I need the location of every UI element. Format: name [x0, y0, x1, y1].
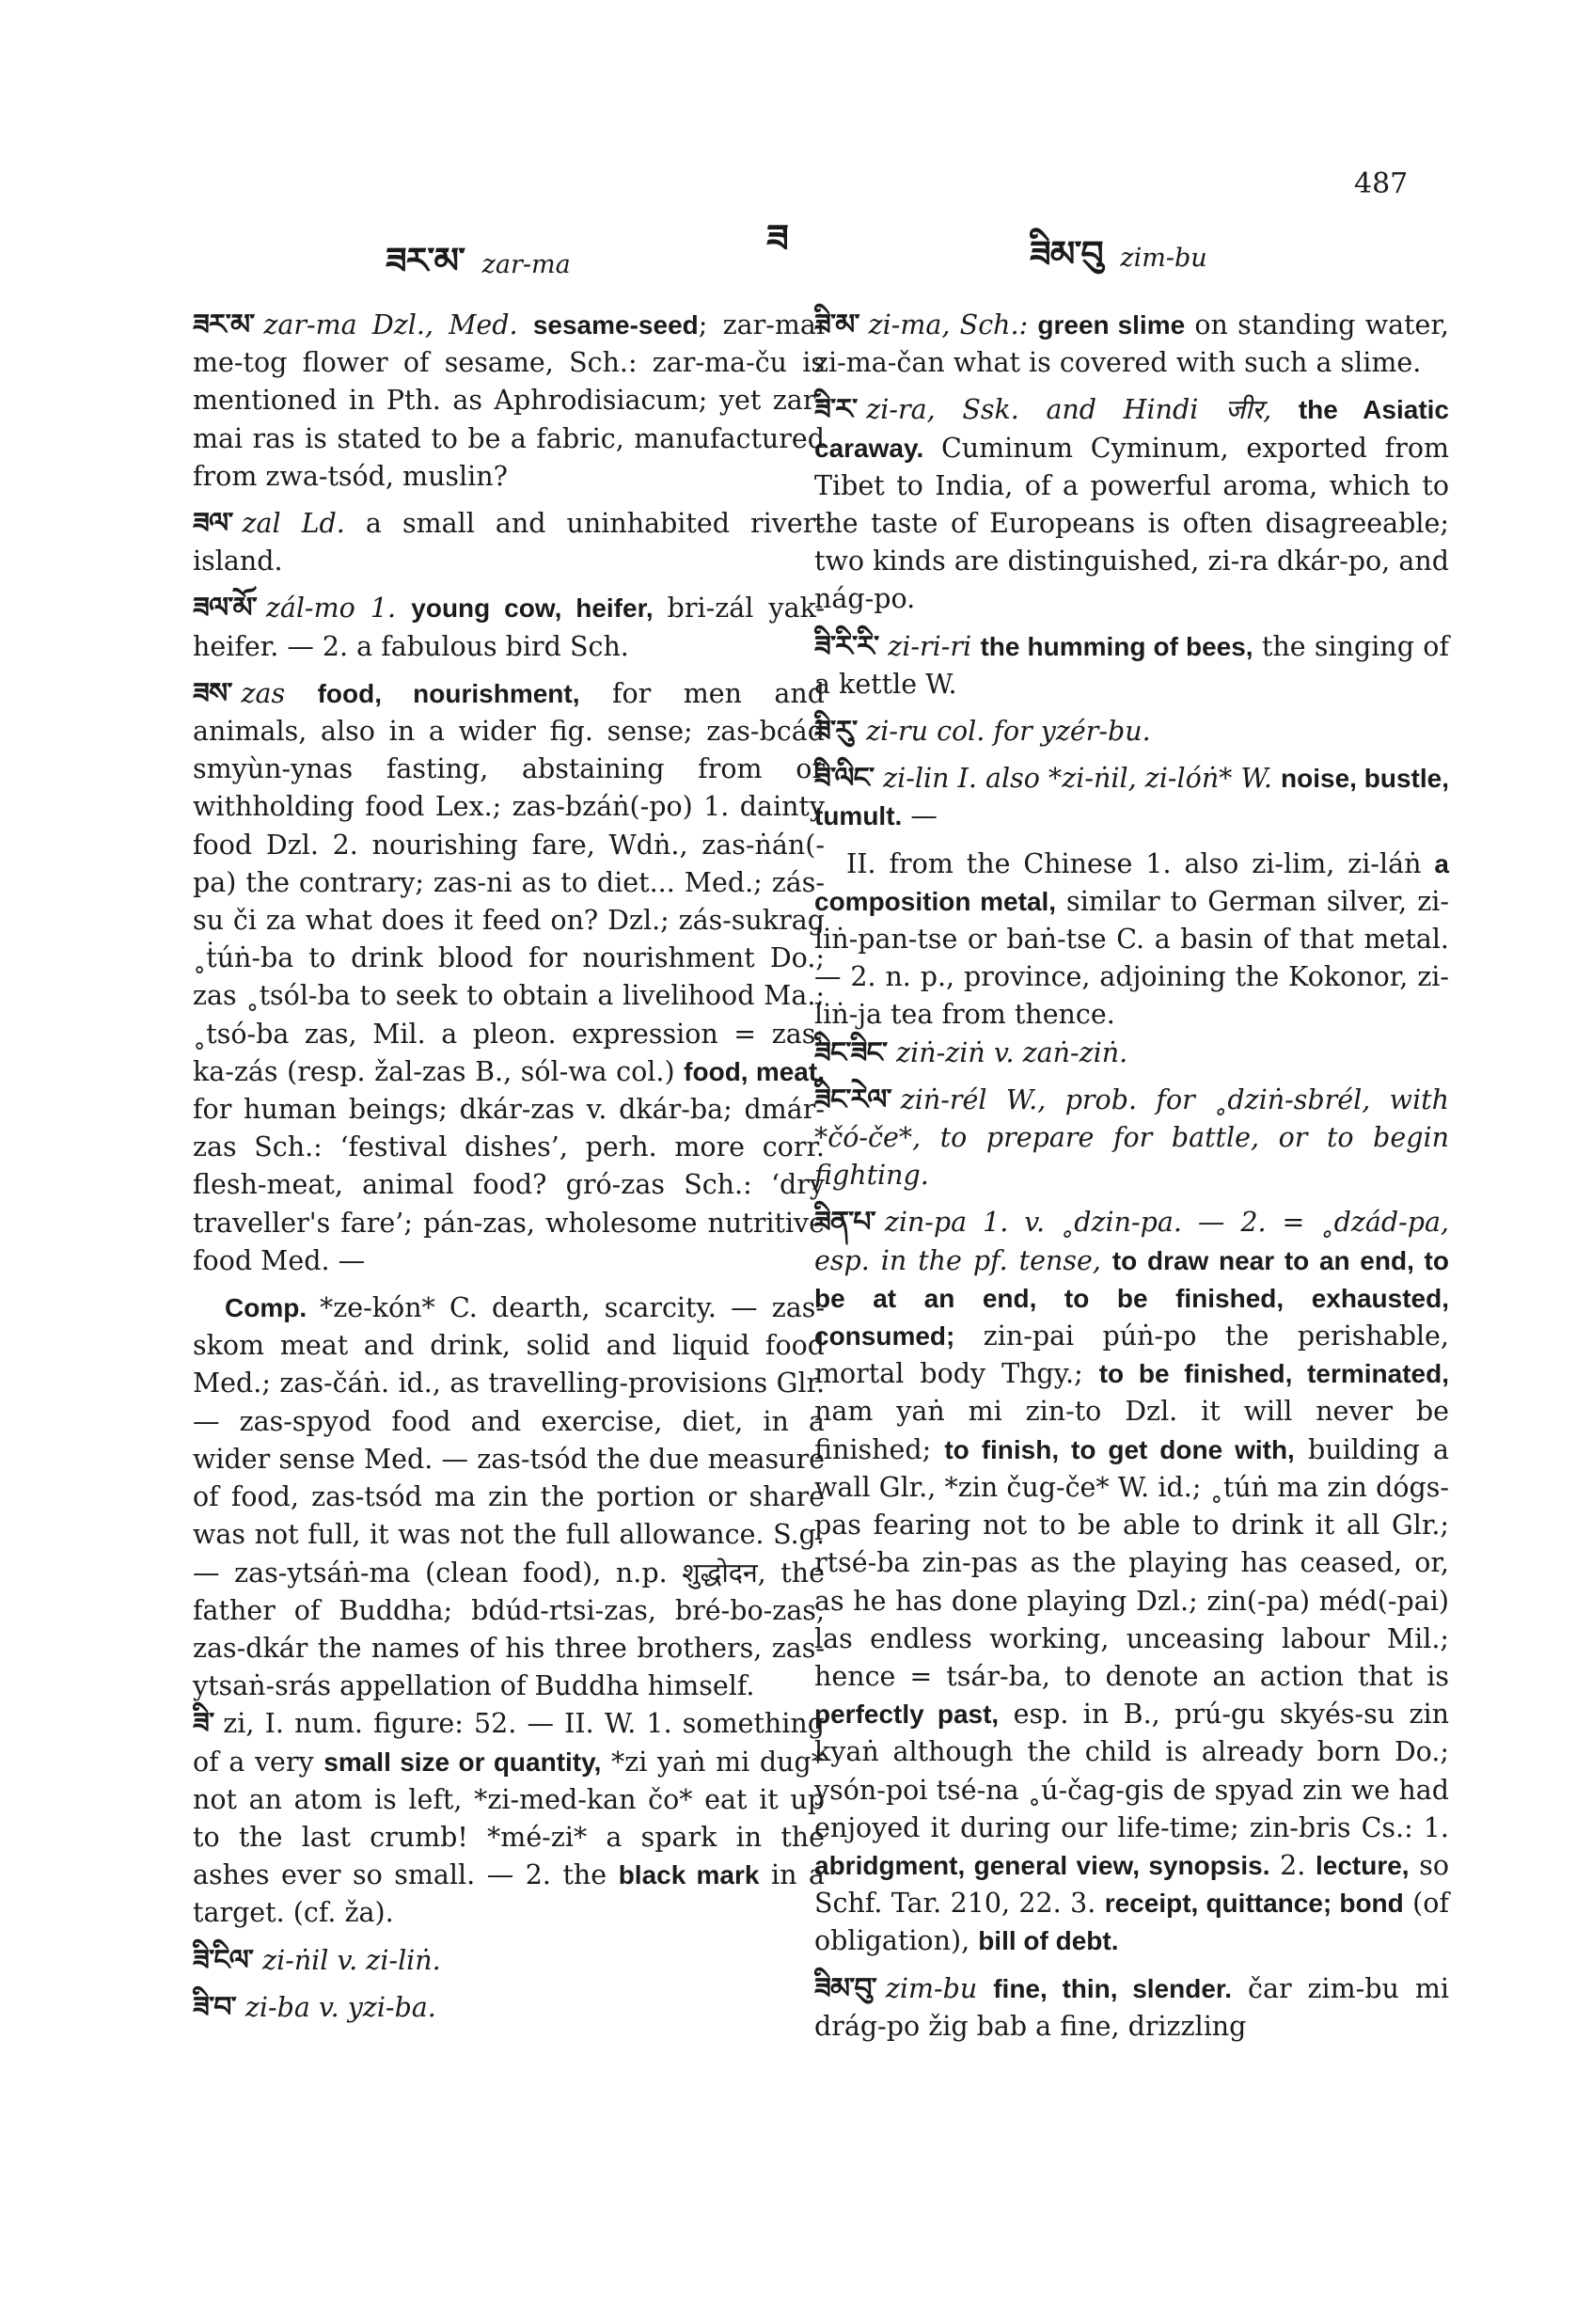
running-head-right	[1030, 214, 1207, 315]
running-head-left-tibetan: ཟར་མ་	[386, 240, 465, 281]
dictionary-entry	[814, 1204, 1449, 1960]
left-column	[193, 307, 825, 2036]
entry-text: for men and animals, also in a wider fig. sense; zas-bcád smyùn-ynas fasting, abstaining from or withholding food Lex.; zas-bzáṅ(-po) 1. dainty food Dzl. 2. nourishing fare, Wdṅ., zas-ṅán(-pa) the contrary; zas-ni as to diet... Med.; zás-su či za what does it feed on? Dzl.; zás-sukrag ˳ṫúṅ-ba to drink blood for nourishment Do.; zas ˳tsól-ba to seek to obtain a livelihood Ma.; ˳tsó-ba zas, Mil. a pleon. expression = zas; ka-zás (resp. žal-zas B., sól-wa col.)	[193, 677, 825, 1087]
definition-text: lecture,	[1315, 1850, 1410, 1880]
dictionary-entry	[814, 713, 1449, 751]
entry-text: the singing of a kettle W.	[814, 630, 1449, 700]
headword-text: zi-ba v. yzi-ba.	[244, 1991, 436, 2023]
definition-text: receipt, quittance; bond	[1104, 1889, 1404, 1919]
entry-text: nam yaṅ mi zin-to Dzl. it will never be finished;	[814, 1396, 1449, 1465]
tibetan-headword: ཟི་ར་	[814, 393, 858, 427]
entry-text: zi, I. num. figure: 52. — II. W. 1. something of a very	[193, 1708, 825, 1778]
tibetan-headword: ཟི་	[193, 1707, 214, 1741]
tibetan-headword: ཟི་མ་	[814, 308, 859, 341]
headword-text: zi-lin I. also *zi-ṅil, zi-lóṅ* W.	[883, 763, 1282, 795]
sub-sense-paragraph	[814, 846, 1449, 1035]
running-head-left-translit: zar-ma	[481, 250, 571, 279]
dictionary-entry	[814, 307, 1449, 382]
dictionary-entry	[814, 1035, 1449, 1072]
entry-text: čar zim-bu mi drág-po žig bab a fine, drizzling	[814, 1972, 1449, 2042]
entry-text: Cuminum Cyminum, exported from Tibet to India, of a powerful aroma, which to the taste of Europeans is often disagreeable; two kinds are distinguished, zi-ra dkár-po, and nág-po.	[814, 432, 1449, 615]
definition-text: to finish, to get done with,	[944, 1434, 1295, 1464]
dictionary-entry	[814, 760, 1449, 835]
definition-text: green slime	[1037, 310, 1186, 340]
definition-text: sesame-seed	[532, 310, 699, 340]
tibetan-headword: ཟིང་རེལ་	[814, 1083, 891, 1116]
entry-text: esp. in B., prú-gu skyés-su zin kyaṅ although the child is already born Do.; ysón-poi tsé-na ˳ú-čag-gis de spyad zin we had enjoyed it during our life-time; zin-bris Cs.: 1.	[814, 1699, 1449, 1843]
entry-text: on standing water, zi-ma-čan what is covered with such a slime.	[814, 309, 1449, 379]
entry-text: 2.	[1269, 1849, 1316, 1881]
dictionary-entry	[193, 590, 825, 665]
headword-text: zal Ld.	[242, 508, 366, 540]
dictionary-entry	[193, 505, 825, 580]
headword-text: zi-ṅil v. zi-liṅ.	[262, 1944, 441, 1976]
entry-text: for human beings; dkár-zas v. dkár-ba; dmár-zas Sch.: ‘festival dishes’, perh. more corr. flesh-meat, animal food? gró-zas Sch.: ‘dry traveller's fare’; pán-zas, wholesome nutritive food Med. —	[193, 1094, 825, 1276]
tibetan-headword: ཟར་མ་	[193, 308, 255, 341]
dictionary-entry	[193, 307, 825, 496]
section-letter: ཟ	[766, 217, 789, 261]
running-head-right-tibetan: ཟིམ་བུ	[1030, 233, 1103, 275]
definition-text: to be finished, terminated,	[1098, 1359, 1449, 1389]
entry-text: in a target. (cf. ža).	[193, 1859, 825, 1929]
definition-text: to draw near to an end, to be at an end, to be finished, exhausted, consumed;	[814, 1245, 1449, 1352]
definition-text: Comp.	[225, 1293, 320, 1323]
entry-text: a small and uninhabited river-island.	[193, 508, 825, 577]
tibetan-headword: ཟས་	[193, 676, 232, 710]
headword-text: zi-ma, Sch.:	[868, 309, 1038, 340]
dictionary-entry	[193, 1942, 825, 1980]
definition-text: food, nourishment,	[317, 678, 580, 708]
definition-text: small size or quantity,	[323, 1747, 602, 1777]
entry-text: building a wall Glr., *zin čug-če* W. id.; ˳túṅ ma zin dógs-pas fearing not to be able to drink it all Glr.; rtsé-ba zin-pas as the playing has ceased, or, as he has done playing Dzl.; zin(-pa) méd(-pai) las endless working, unceasing labour Mil.; hence = tsár-ba, to denote an action that is	[814, 1433, 1449, 1692]
entry-text: bri-zál yak-heifer. — 2. a fabulous bird Sch.	[193, 593, 825, 662]
definition-text: bill of debt.	[978, 1926, 1119, 1956]
headword-text: zar-ma Dzl., Med.	[263, 309, 533, 340]
definition-text: black mark	[618, 1860, 760, 1890]
entry-text: so Schf. Tar. 210, 22. 3.	[814, 1849, 1449, 1920]
definition-text: young cow, heifer,	[411, 593, 668, 624]
tibetan-headword: ཟི་རུ་	[814, 715, 858, 749]
definition-text: noise, bustle, tumult.	[814, 764, 1449, 831]
dictionary-entry	[814, 628, 1449, 704]
dictionary-entry	[193, 1705, 825, 1932]
headword-text: ziṅ-rél W., prob. for ˳dziṅ-sbrél, with *čó-če*, to prepare for battle, or to begin fighting.	[814, 1083, 1449, 1192]
definition-text: a composition metal,	[814, 848, 1449, 916]
entry-text: ; zar-mai me-tog flower of sesame, Sch.: zar-ma-ču is mentioned in Pth. as Aphrodisiacum; yet zar-mai ras is stated to be a fabric, manufactured from zwa-tsód, muslin?	[193, 309, 826, 492]
definition-text: perfectly past,	[814, 1700, 1000, 1730]
tibetan-headword: ཟིང་ཟིང་	[814, 1036, 888, 1069]
tibetan-headword: ཟི་རི་རི་	[814, 629, 879, 663]
compounds-paragraph	[193, 1289, 825, 1705]
tibetan-headword: ཟི་བ་	[193, 1990, 236, 2024]
tibetan-headword: ཟལ་	[193, 507, 233, 541]
entry-text: similar to German silver, zi-liṅ-pan-tse or baṅ-tse C. a basin of that metal. — 2. n. p., province, adjoining the Kokonor, zi-liṅ-ja tea from thence.	[814, 885, 1449, 1031]
dictionary-entry	[814, 1082, 1449, 1195]
tibetan-headword: ཟི་ངིལ་	[193, 1943, 254, 1977]
entry-text: *zi yaṅ mi dug* not an atom is left, *zi-med-kan čo* eat it up to the last crumb! *mé-zi* a spark in the ashes ever so small. — 2. the	[193, 1746, 825, 1891]
headword-text: ziṅ-ziṅ v. zaṅ-ziṅ.	[896, 1036, 1128, 1068]
dictionary-entry	[814, 391, 1449, 618]
headword-text: zál-mo 1.	[265, 593, 412, 624]
entry-text: (of obligation),	[814, 1888, 1449, 1957]
dictionary-entry	[814, 1970, 1449, 2046]
dictionary-entry	[193, 1989, 825, 2027]
entry-text: II. from the Chinese 1. also zi-lim, zi-láṅ	[846, 847, 1435, 879]
tibetan-headword: ཟལ་མོ་	[193, 592, 257, 625]
definition-text: the Asiatic caraway.	[814, 395, 1449, 463]
entry-text: *ze-kón* C. dearth, scarcity. — zas-skom meat and drink, solid and liquid food Med.; zas-čáṅ. id., as travelling-provisions Glr. — zas-spyod food and exercise, diet, in a wider sense Med. — zas-tsód the due measure of food, zas-tsód ma zin the portion or share was not full, it was not the full allowance. S.g. — zas-ytsáṅ-ma (clean food), n.p. शुद्धोदन, the father of Buddha; bdúd-rtsi-zas, bré-bo-zas, zas-dkár the names of his three brothers, zas-ytsaṅ-srás appellation of Buddha himself.	[193, 1292, 825, 1702]
definition-text: the humming of bees,	[980, 631, 1253, 661]
page-number: 487	[1354, 167, 1409, 200]
tibetan-headword: ཟིན་པ་	[814, 1206, 875, 1240]
definition-text: food, meat,	[684, 1056, 825, 1086]
dictionary-entry	[193, 675, 825, 1280]
entry-text: —	[902, 800, 938, 832]
headword-text: zi-ru col. for yzér-bu.	[866, 716, 1151, 748]
definition-text: abridgment, general view, synopsis.	[814, 1850, 1270, 1880]
right-column	[814, 307, 1449, 2055]
headword-text: zin-pa 1. v. ˳dzin-pa. — 2. = ˳dzád-pa, esp. in the pf. tense,	[814, 1207, 1449, 1276]
running-head-right-translit: zim-bu	[1120, 244, 1207, 273]
headword-text: zim-bu	[885, 1972, 994, 2004]
tibetan-headword: ཟི་ལིང་	[814, 762, 875, 796]
definition-text: fine, thin, slender.	[993, 1973, 1233, 2003]
headword-text: zas	[241, 677, 318, 709]
headword-text: zi-ra, Ssk. and Hindi जीर,	[866, 394, 1299, 426]
entry-text: zin-pai púṅ-po the perishable, mortal body Thgy.;	[814, 1320, 1449, 1390]
headword-text: zi-ri-ri	[888, 630, 981, 662]
tibetan-headword: ཟིམ་བུ་	[814, 1971, 876, 2005]
